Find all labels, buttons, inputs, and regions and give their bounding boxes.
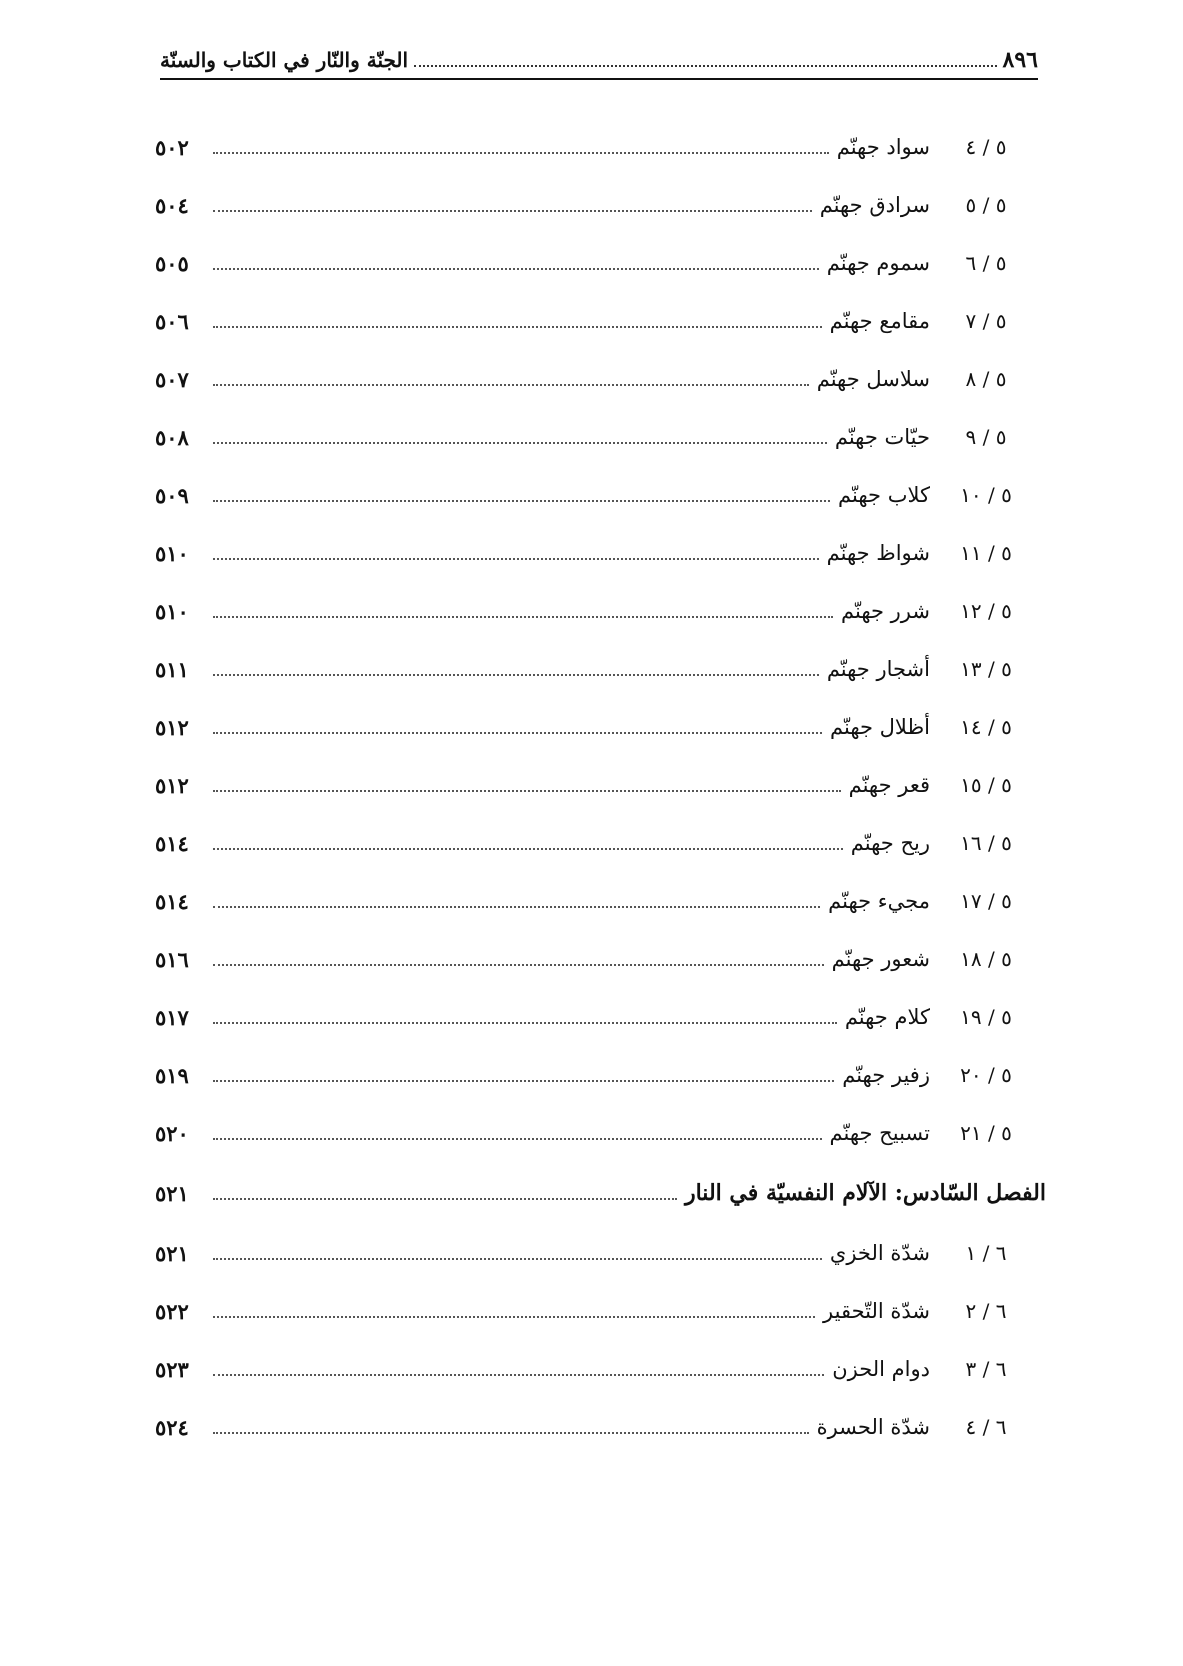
running-header [160,42,1038,80]
toc-page-number: ٥٠٢ [155,134,189,160]
toc-leader-dots [213,732,822,734]
toc-entry-number: ٥ / ٢٠ [960,1063,1012,1087]
toc-entry-title: أشجار جهنّم [826,657,930,681]
toc-row [155,350,1040,408]
toc-page-number: ٥٢٤ [155,1414,189,1440]
toc-row [155,814,1040,872]
toc-row [155,408,1040,466]
toc-entry-number: ٥ / ٥ [965,193,1007,217]
toc-row [155,1282,1040,1340]
toc-leader-dots [213,1374,824,1376]
toc-row [155,640,1040,698]
toc-row [155,1398,1040,1456]
toc-entry-title: تسبيح جهنّم [829,1121,930,1145]
toc-entry-title: مقامع جهنّم [829,309,930,333]
toc-row [155,988,1040,1046]
toc-leader-dots [213,790,841,792]
toc-leader-dots [213,1138,822,1140]
toc-leader-dots [213,1316,815,1318]
toc-page-number: ٥٢٢ [155,1298,189,1324]
toc-chapter-row [155,1162,1046,1224]
toc-page-number: ٥٠٨ [155,424,189,450]
header-leader-dots [414,65,996,67]
toc-row [155,930,1040,988]
toc-leader-dots [213,906,820,908]
toc-leader-dots [213,268,819,270]
toc-entry-number: ٥ / ٢١ [960,1121,1012,1145]
toc-leader-dots [213,152,829,154]
toc-leader-dots [213,964,824,966]
toc-entry-title: ريح جهنّم [850,831,930,855]
toc-entry-title: سموم جهنّم [826,251,930,275]
toc-page-number: ٥١٩ [155,1062,189,1088]
toc-entry-number: ٥ / ١٢ [960,599,1012,623]
toc-leader-dots [213,1080,834,1082]
toc-page-number: ٥١٤ [155,830,189,856]
toc-leader-dots [213,616,833,618]
toc-entry-title: زفير جهنّم [842,1063,930,1087]
toc-page-number: ٥٢٠ [155,1120,189,1146]
toc-leader-dots [213,326,822,328]
toc-entry-title: شرر جهنّم [841,599,930,623]
toc-entry-title: سلاسل جهنّم [816,367,930,391]
toc-leader-dots [213,1432,809,1434]
toc-page-number: ٥١٤ [155,888,189,914]
toc-row [155,872,1040,930]
toc-entry-number: ٦ / ٤ [965,1415,1007,1439]
toc-page-number: ٥١٧ [155,1004,189,1030]
toc-entry-number: ٦ / ٢ [965,1299,1007,1323]
toc-entry-title: سرادق جهنّم [819,193,930,217]
toc-leader-dots [213,384,809,386]
toc-entry-number: ٥ / ٦ [965,251,1007,275]
toc-entry-title: شعور جهنّم [831,947,930,971]
toc-entry-number: ٥ / ٧ [965,309,1007,333]
toc-row [155,118,1040,176]
toc-entry-number: ٥ / ٩ [965,425,1007,449]
toc-leader-dots [213,500,830,502]
toc-entry-number: ٦ / ١ [965,1241,1007,1265]
toc-entry-number: ٦ / ٣ [965,1357,1007,1381]
toc-page-number: ٥١٢ [155,714,189,740]
toc-page-number: ٥١٢ [155,772,189,798]
toc-row [155,1104,1040,1162]
toc-page-number: ٥٢١ [155,1180,189,1206]
toc-chapter-title: الفصل السّادس: الآلام النفسيّة في النار [684,1180,1046,1206]
table-of-contents [155,118,1046,1456]
header-book-title: الجنّة والنّار في الكتاب والسنّة [160,48,409,72]
toc-row [155,524,1040,582]
toc-entry-title: دوام الحزن [832,1357,930,1381]
toc-page-number: ٥١٦ [155,946,189,972]
toc-row [155,234,1040,292]
toc-page-number: ٥٠٤ [155,192,189,218]
toc-entry-number: ٥ / ١٨ [960,947,1012,971]
toc-entry-number: ٥ / ١١ [960,541,1012,565]
toc-page-number: ٥٠٥ [155,250,189,276]
toc-entry-number: ٥ / ٨ [965,367,1007,391]
toc-row [155,698,1040,756]
toc-leader-dots [213,558,819,560]
toc-entry-number: ٥ / ١٧ [960,889,1012,913]
toc-entry-number: ٥ / ١٣ [960,657,1012,681]
toc-page-number: ٥٢١ [155,1240,189,1266]
toc-row [155,1340,1040,1398]
toc-page-number: ٥٠٧ [155,366,189,392]
toc-row [155,292,1040,350]
toc-entry-title: أظلال جهنّم [830,715,930,739]
toc-entry-title: سواد جهنّم [836,135,930,159]
toc-page-number: ٥١١ [155,656,189,682]
toc-entry-title: شدّة الحسرة [816,1415,930,1439]
toc-entry-number: ٥ / ١٦ [960,831,1012,855]
toc-page-number: ٥٠٦ [155,308,189,334]
toc-row [155,176,1040,234]
header-page-number: ٨٩٦ [1002,47,1038,73]
toc-page-number: ٥١٠ [155,540,189,566]
toc-entry-title: قعر جهنّم [848,773,930,797]
toc-leader-dots [213,1258,822,1260]
toc-entry-number: ٥ / ١٩ [960,1005,1012,1029]
toc-entry-number: ٥ / ١٤ [960,715,1012,739]
toc-entry-title: حيّات جهنّم [834,425,930,449]
toc-entry-title: مجيء جهنّم [828,889,930,913]
toc-leader-dots [213,1022,837,1024]
toc-entry-title: شواظ جهنّم [826,541,930,565]
toc-entry-title: شدّة الخزي [829,1241,930,1265]
toc-entry-title: كلاب جهنّم [838,483,930,507]
toc-entry-number: ٥ / ١٥ [960,773,1012,797]
toc-row [155,582,1040,640]
toc-row [155,1046,1040,1104]
toc-entry-title: كلام جهنّم [844,1005,930,1029]
toc-leader-dots [213,848,843,850]
toc-leader-dots [213,442,827,444]
toc-entry-number: ٥ / ٤ [965,135,1007,159]
toc-page-number: ٥٢٣ [155,1356,189,1382]
toc-leader-dots [213,674,819,676]
toc-page-number: ٥٠٩ [155,482,189,508]
toc-leader-dots [213,1198,677,1200]
toc-row [155,466,1040,524]
toc-row [155,1224,1040,1282]
toc-leader-dots [213,210,812,212]
toc-page-number: ٥١٠ [155,598,189,624]
toc-row [155,756,1040,814]
toc-entry-number: ٥ / ١٠ [960,483,1012,507]
toc-entry-title: شدّة التّحقير [823,1299,930,1323]
